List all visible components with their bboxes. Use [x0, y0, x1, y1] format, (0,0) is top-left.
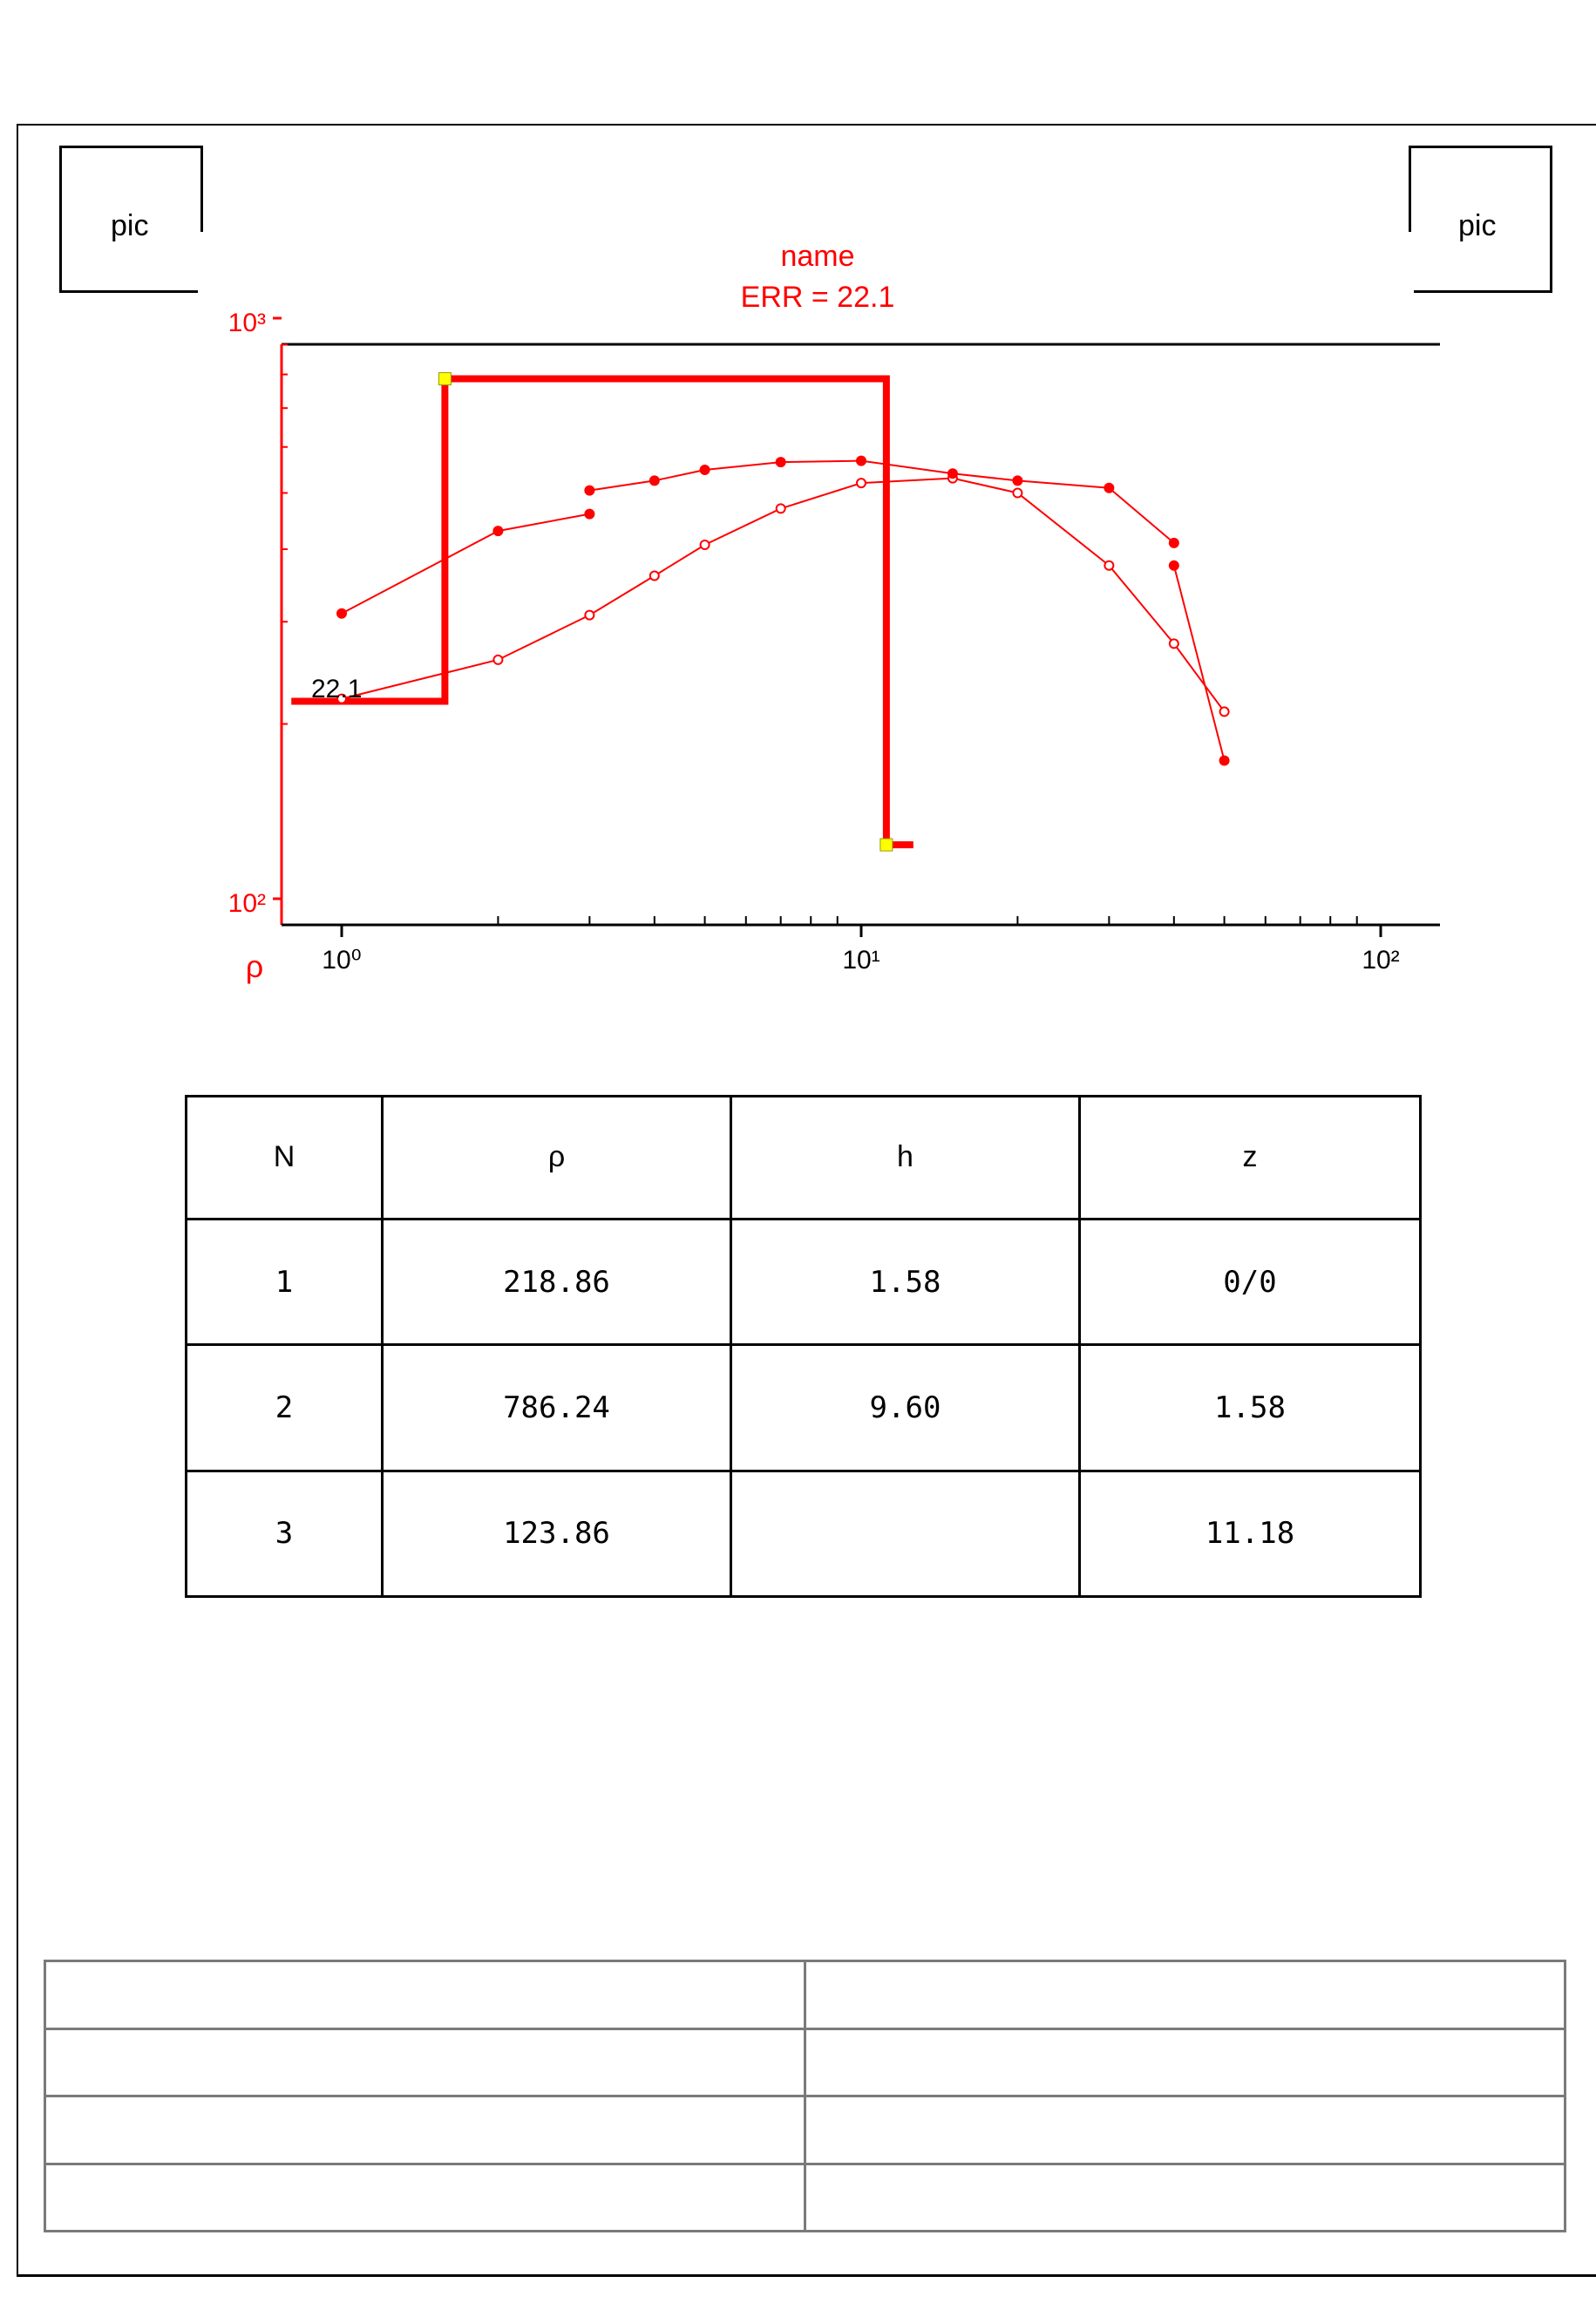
- cell-z: 0/0: [1080, 1219, 1421, 1344]
- filled-curve-point: [776, 457, 786, 467]
- footer-cell: [45, 2096, 805, 2164]
- footer-cell: [45, 2164, 805, 2232]
- header-rho: ρ: [383, 1097, 731, 1220]
- filled-curve-point: [1169, 538, 1179, 548]
- filled-curve-point: [584, 509, 594, 520]
- open-curve-line: [342, 479, 1225, 712]
- filled-curve-point: [649, 475, 660, 486]
- cell-n: 1: [187, 1219, 383, 1344]
- header-n: N: [187, 1097, 383, 1220]
- footer-cell: [45, 1961, 805, 2029]
- footer-cell: [805, 2028, 1565, 2096]
- cell-h: 1.58: [731, 1219, 1080, 1344]
- x-tick-label: 10¹: [842, 946, 880, 975]
- x-tick-label: 10⁰: [322, 946, 362, 975]
- model-step-line: [291, 379, 913, 846]
- table-header-row: [187, 1097, 1421, 1220]
- cell-rho: 786.24: [383, 1345, 731, 1471]
- open-curve-point: [493, 656, 502, 664]
- footer-cell: [805, 2096, 1565, 2164]
- open-curve-point: [1170, 639, 1178, 648]
- open-curve-point: [1220, 707, 1229, 716]
- cell-h: 9.60: [731, 1345, 1080, 1471]
- y-tick-label: 10²: [228, 889, 266, 918]
- filled-curve-point: [1169, 561, 1179, 571]
- header-z: z: [1080, 1097, 1421, 1220]
- layers-table: [185, 1095, 1422, 1598]
- filled-curve-point: [336, 608, 347, 619]
- footer-cell: [805, 2164, 1565, 2232]
- footer-info-table: [44, 1960, 1566, 2232]
- header-h: h: [731, 1097, 1080, 1220]
- cell-h: [731, 1471, 1080, 1596]
- filled-curve-point: [1012, 475, 1022, 486]
- filled-curve-point: [856, 456, 866, 466]
- y-tick-label: 10³: [228, 309, 266, 337]
- filled-curve-line: [589, 461, 1173, 543]
- open-curve-point: [777, 504, 785, 513]
- filled-curve-point: [947, 468, 958, 479]
- filled-curve-line: [342, 514, 589, 614]
- footer-cell: [45, 2028, 805, 2096]
- filled-curve-point: [584, 486, 594, 496]
- open-curve-point: [857, 479, 866, 487]
- pic-label-right: pic: [1458, 209, 1497, 242]
- filled-curve-point: [700, 465, 710, 475]
- filled-curve-point: [1104, 483, 1114, 493]
- cell-z: 11.18: [1080, 1471, 1421, 1596]
- model-handle: [438, 373, 451, 385]
- open-curve-point: [1013, 488, 1022, 497]
- model-handle: [880, 839, 893, 851]
- table-row: [187, 1219, 1421, 1344]
- cell-rho: 218.86: [383, 1219, 731, 1344]
- pic-label-left: pic: [111, 209, 149, 242]
- cell-n: 3: [187, 1471, 383, 1596]
- open-curve-point: [650, 572, 659, 581]
- y-axis-label: ρ: [245, 948, 264, 984]
- cell-n: 2: [187, 1345, 383, 1471]
- table-row: [187, 1345, 1421, 1471]
- open-curve-point: [701, 540, 710, 549]
- filled-curve-line: [1174, 566, 1225, 761]
- cell-rho: 123.86: [383, 1471, 731, 1596]
- err-annotation: 22.1: [311, 675, 363, 703]
- chart-title: name: [780, 240, 855, 273]
- filled-curve-point: [1219, 755, 1230, 765]
- chart: [0, 0, 1596, 1046]
- chart-subtitle: ERR = 22.1: [740, 281, 895, 314]
- open-curve-point: [1104, 561, 1113, 570]
- x-tick-label: 10²: [1362, 946, 1400, 975]
- filled-curve-point: [492, 526, 503, 536]
- open-curve-point: [585, 611, 594, 620]
- footer-cell: [805, 1961, 1565, 2029]
- table-row: [187, 1471, 1421, 1596]
- cell-z: 1.58: [1080, 1345, 1421, 1471]
